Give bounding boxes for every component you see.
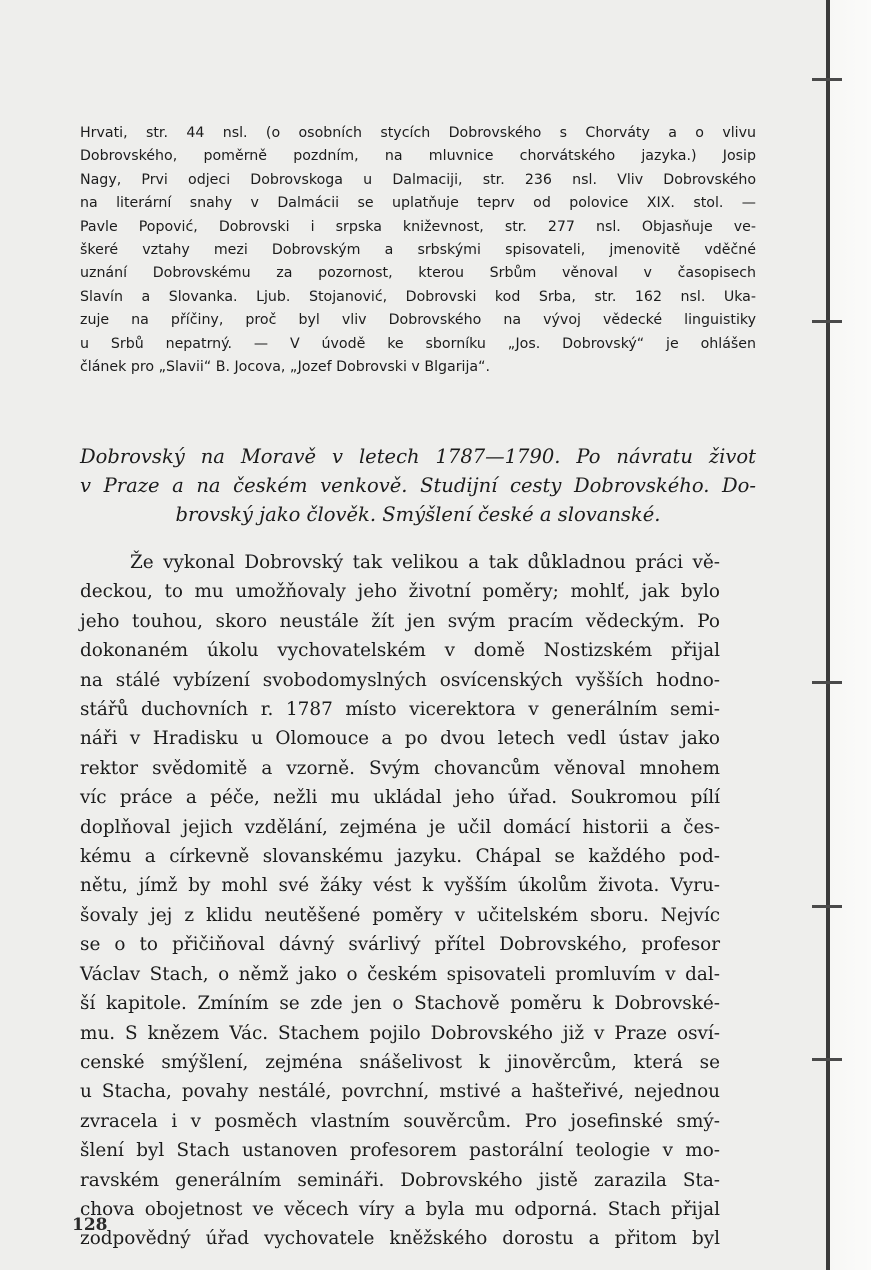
body-line: doplňoval jejich vzdělání, zejména je učil domácí historii a čes-	[80, 816, 720, 838]
edge-tick	[812, 905, 842, 908]
footnote-line: uznání Dobrovskému za pozornost, kterou Srbům věnoval v časopisech	[80, 265, 756, 282]
heading-line: v Praze a na českém venkově. Studijní cesty Dobrovského. Do-	[80, 474, 756, 497]
footnote-line: Slavín a Slovanka. Ljub. Stojanović, Dobrovski kod Srba, str. 162 nsl. Uka-	[80, 288, 756, 305]
right-margin-shadow	[830, 0, 871, 1270]
body-line: chova obojetnost ve věcech víry a byla mu odporná. Stach přijal	[80, 1198, 720, 1220]
heading-line: brovský jako člověk. Smýšlení české a slovanské.	[175, 503, 661, 526]
edge-tick	[812, 78, 842, 81]
body-line: censké smýšlení, zejména snášelivost k jinověrcům, která se	[80, 1051, 720, 1073]
body-line: nětu, jímž by mohl své žáky vést k vyšším úkolům života. Vyru-	[80, 875, 720, 897]
body-line: rektor svědomitě a vzorně. Svým chovancům věnoval mnohem	[80, 757, 720, 779]
footnote-line: článek pro „Slavii“ B. Jocova, „Jozef Dobrovski v Blgarija“.	[80, 359, 490, 376]
body-line: deckou, to mu umožňovaly jeho životní poměry; mohlť, jak bylo	[80, 581, 720, 603]
footnote-line: Hrvati, str. 44 nsl. (o osobních stycích Dobrovského s Chorváty a o vlivu	[80, 125, 756, 141]
footnote-line: Nagy, Prvi odjeci Dobrovskoga u Dalmaciji, str. 236 nsl. Vliv Dobrovského	[80, 171, 756, 188]
body-line: na stálé vybízení svobodomyslných osvícenských vyšších hodno-	[80, 669, 720, 691]
body-line: šovaly jej z klidu neutěšené poměry v učitelském sboru. Nejvíc	[80, 904, 720, 926]
body-line: mu. S knězem Vác. Stachem pojilo Dobrovského již v Praze osví-	[80, 1022, 720, 1044]
body-line: ravském generálním semináři. Dobrovského jistě zarazila Sta-	[80, 1169, 720, 1191]
body-line: kému a církevně slovanskému jazyku. Chápal se každého pod-	[80, 846, 720, 868]
body-line: šlení byl Stach ustanoven profesorem pastorální teologie v mo-	[80, 1140, 720, 1162]
body-line: zodpovědný úřad vychovatele kněžského dorostu a přitom byl	[80, 1228, 720, 1250]
body-line: Václav Stach, o němž jako o českém spisovateli promluvím v dal-	[80, 963, 720, 985]
footnote-line: Pavle Popović, Dobrovski i srpska kniževnost, str. 277 nsl. Objasňuje ve-	[80, 218, 756, 235]
body-line: ší kapitole. Zmíním se zde jen o Stachově poměru k Dobrovské-	[80, 993, 720, 1015]
body-line: dokonaném úkolu vychovatelském v domě Nostizském přijal	[80, 640, 720, 662]
body-line: se o to přičiňoval dávný svárlivý přítel Dobrovského, profesor	[80, 934, 720, 956]
body-line: Že vykonal Dobrovský tak velikou a tak důkladnou práci vě-	[130, 552, 720, 573]
body-line: jeho touhou, skoro neustále žít jen svým pracím vědeckým. Po	[80, 610, 720, 632]
page-number: 128	[72, 1215, 108, 1235]
body-line: náři v Hradisku u Olomouce a po dvou letech vedl ústav jako	[80, 728, 720, 750]
body-line: u Stacha, povahy nestálé, povrchní, mstivé a hašteřivé, nejednou	[80, 1081, 720, 1103]
footnote-line: škeré vztahy mezi Dobrovským a srbskými spisovateli, jmenovitě vděčné	[80, 242, 756, 259]
footnote-line: na literární snahy v Dalmácii se uplatňuje teprv od polovice XIX. stol. —	[80, 195, 756, 212]
page-edge-line	[826, 0, 830, 1270]
footnote-line: Dobrovského, poměrně pozdním, na mluvnice chorvátského jazyka.) Josip	[80, 148, 756, 165]
footnote-line: zuje na příčiny, proč byl vliv Dobrovského na vývoj vědecké linguistiky	[80, 312, 756, 329]
body-line: víc práce a péče, nežli mu ukládal jeho úřad. Soukromou pílí	[80, 787, 720, 809]
footnote-block	[80, 122, 756, 379]
body-text	[80, 548, 720, 1254]
heading-line: Dobrovský na Moravě v letech 1787—1790. Po návratu život	[80, 445, 756, 468]
edge-tick	[812, 1058, 842, 1061]
body-line: zvracela i v posměch vlastním souvěrcům. Pro josefinské smý-	[80, 1110, 720, 1132]
body-line: stářů duchovních r. 1787 místo vicerektora v generálním semi-	[80, 699, 720, 721]
edge-tick	[812, 320, 842, 323]
chapter-heading	[80, 442, 756, 529]
edge-tick	[812, 681, 842, 684]
footnote-line: u Srbů nepatrný. — V úvodě ke sborníku „Jos. Dobrovský“ je ohlášen	[80, 335, 756, 352]
